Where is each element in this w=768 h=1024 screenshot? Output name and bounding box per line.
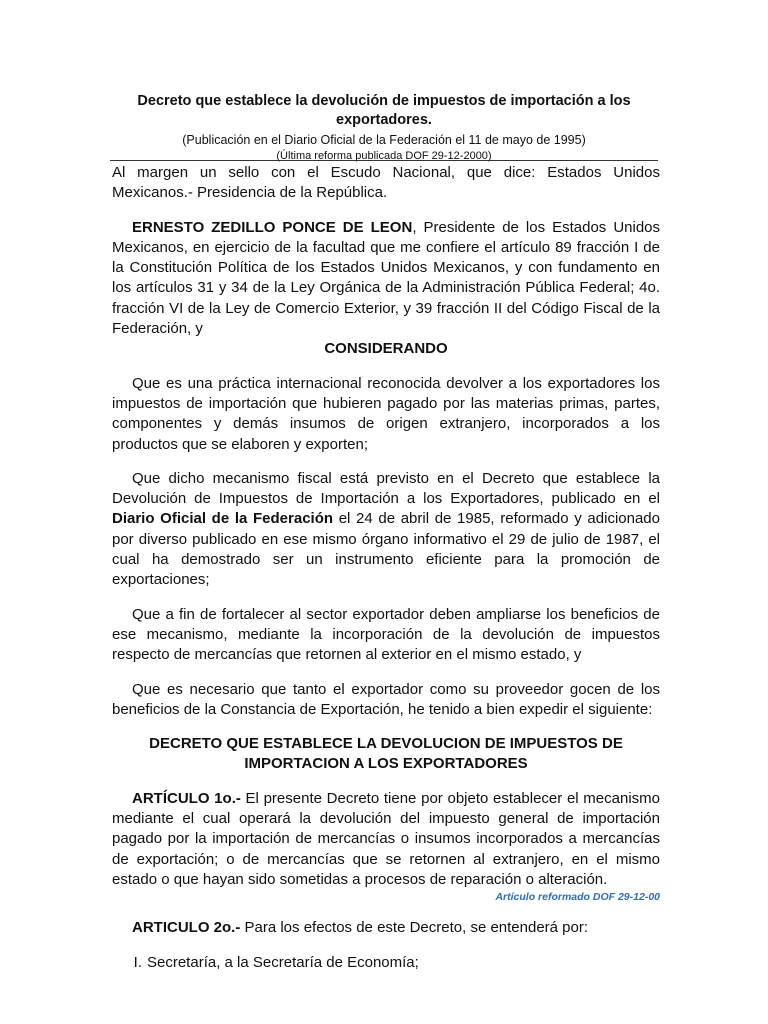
article-2-label: ARTICULO 2o.-	[132, 919, 241, 937]
document-title: Decreto que establece la devolución de impuestos de importación a los exportadores.	[137, 93, 631, 128]
paragraph-president	[112, 218, 660, 340]
article-1	[112, 789, 660, 890]
header-divider	[110, 160, 658, 161]
definitions-list	[112, 953, 660, 973]
paragraph-considerando-3: Que a fin de fortalecer al sector exportador deben ampliarse los beneficios de ese mecanismo, mediante la incorporación de la devolución de impuestos respecto de mercancías que retornen al exterior en el mismo estado, y	[112, 605, 660, 664]
diario-oficial-ref: Diario Oficial de la Federación	[112, 510, 334, 528]
article-2-text: Para los efectos de este Decreto, se entenderá por:	[240, 919, 589, 937]
p4-text-b: el 24 de abril de 1985, reformado y adicionado por diverso publicado en ese mismo órgano informativo el 29 de julio de 1987, el cual ha demostrado ser un instrumento eficiente para la promoción de exportaciones;	[112, 510, 660, 589]
document-header	[110, 92, 658, 163]
publication-note: (Publicación en el Diario Oficial de la Federación el 11 de mayo de 1995)	[182, 133, 586, 147]
paragraph-considerando-4: Que es necesario que tanto el exportador como su proveedor gocen de los beneficios de la Constancia de Exportación, he tenido a bien expedir el siguiente:	[112, 680, 660, 718]
p4-text-a: Que dicho mecanismo fiscal está previsto en el Decreto que establece la Devolución de Impuestos de Importación a los Exportadores, publicado en el	[112, 469, 660, 508]
paragraph-margin-seal: Al margen un sello con el Escudo Nacional, que dice: Estados Unidos Mexicanos.- Presidencia de la República.	[112, 164, 660, 202]
last-reform-note: (Última reforma publicada DOF 29-12-2000)	[276, 150, 492, 162]
list-item-text: Secretaría, a la Secretaría de Economía;	[147, 953, 419, 971]
decree-heading: DECRETO QUE ESTABLECE LA DEVOLUCION DE IMPUESTOS DE IMPORTACION A LOS EXPORTADORES	[149, 735, 623, 773]
president-name: ERNESTO ZEDILLO PONCE DE LEON	[132, 218, 413, 236]
article-1-reform-note: Artículo reformado DOF 29-12-00	[495, 891, 660, 904]
considerando-heading: CONSIDERANDO	[324, 340, 448, 358]
document-body	[112, 163, 660, 973]
list-item	[112, 953, 660, 973]
paragraph-considerando-1: Que es una práctica internacional reconocida devolver a los exportadores los impuestos de importación que hubieren pagado por las materias primas, partes, componentes y demás insumos de origen extranjero, incorporados a los productos que se elaboren y exporten;	[112, 374, 660, 453]
article-1-label: ARTÍCULO 1o.-	[132, 789, 241, 807]
article-1-text: El presente Decreto tiene por objeto establecer el mecanismo mediante el cual operará la devolución del impuesto general de importación pagado por la importación de mercancías o insumos incorporados a mercancías de exportación; o de mercancías que se retornen al extranjero, en el mismo estado o que hayan sido sometidas a procesos de reparación o alteración.	[112, 789, 661, 888]
list-item-number: I.	[133, 953, 142, 971]
article-2	[112, 918, 660, 938]
paragraph-considerando-2	[112, 469, 660, 591]
president-text: , Presidente de los Estados Unidos Mexicanos, en ejercicio de la facultad que me confiere el artículo 89 fracción I de la Constitución Política de los Estados Unidos Mexicanos, y con fundamento en los artículos 31 y 34 de la Ley Orgánica de la Administración Pública Federal; 4o. fracción VI de la Ley de Comercio Exterior, y 39 fracción II del Código Fiscal de la Federación, y	[112, 218, 661, 338]
